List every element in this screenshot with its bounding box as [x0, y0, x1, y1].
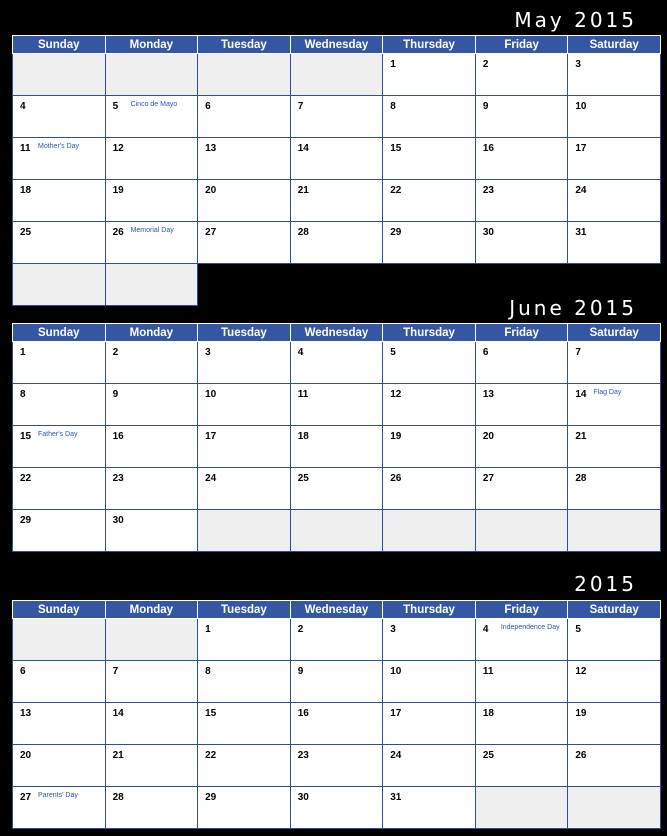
- day-cell: [105, 180, 198, 222]
- day-number: 8: [20, 389, 26, 400]
- day-number: 4: [20, 101, 26, 112]
- empty-day-cell: [198, 510, 291, 552]
- empty-day-cell: [198, 54, 291, 96]
- day-number: 31: [575, 227, 587, 238]
- day-cell: [105, 342, 198, 384]
- day-cell: [475, 384, 568, 426]
- holiday-label: Cinco de Mayo: [130, 101, 178, 108]
- empty-day-cell: [13, 54, 106, 96]
- day-number: 22: [205, 750, 217, 761]
- day-number: 17: [575, 143, 587, 154]
- day-cell: [383, 96, 476, 138]
- day-cell: [13, 468, 106, 510]
- week-row: [13, 384, 661, 426]
- day-cell: [475, 661, 568, 703]
- day-number: 17: [205, 431, 217, 442]
- day-cell: [383, 54, 476, 96]
- day-number: 29: [20, 515, 32, 526]
- day-number: 13: [205, 143, 217, 154]
- day-number: 7: [575, 347, 581, 358]
- day-number: 6: [20, 666, 26, 677]
- day-cell: [105, 703, 198, 745]
- day-cell: [383, 342, 476, 384]
- day-number: 27: [482, 473, 494, 484]
- day-number: 12: [112, 143, 124, 154]
- day-cell: [13, 222, 106, 264]
- blank-area: [290, 264, 383, 306]
- day-cell: [105, 787, 198, 829]
- day-cell: [105, 384, 198, 426]
- day-cell: [475, 138, 568, 180]
- empty-day-cell: [383, 510, 476, 552]
- day-number: 25: [482, 750, 494, 761]
- day-cell: [198, 180, 291, 222]
- day-cell: [290, 745, 383, 787]
- empty-day-cell: [568, 510, 661, 552]
- day-number: 3: [575, 59, 581, 70]
- day-number: 11: [482, 666, 494, 677]
- day-number: 11: [20, 143, 31, 154]
- day-cell: [105, 222, 198, 264]
- weekday-header: Tuesday: [198, 324, 291, 342]
- day-number: 1: [20, 347, 26, 358]
- day-number: 24: [390, 750, 402, 761]
- blank-area: [198, 264, 291, 306]
- week-row: [13, 787, 661, 829]
- day-number: 25: [297, 473, 309, 484]
- day-number: 23: [112, 473, 124, 484]
- day-number: 20: [482, 431, 494, 442]
- weekday-header: Monday: [105, 601, 198, 619]
- week-row: [13, 745, 661, 787]
- day-number: 5: [575, 624, 581, 635]
- day-number: 28: [575, 473, 587, 484]
- day-cell: [290, 384, 383, 426]
- holiday-label: Mother's Day: [38, 143, 80, 150]
- day-cell: [568, 703, 661, 745]
- day-number: 21: [112, 750, 124, 761]
- day-cell: [290, 96, 383, 138]
- day-number: 27: [20, 792, 32, 803]
- holiday-label: Flag Day: [593, 389, 622, 396]
- week-row: [13, 426, 661, 468]
- day-number: 9: [297, 666, 304, 677]
- weekday-header: Friday: [475, 324, 568, 342]
- day-cell: [13, 787, 106, 829]
- empty-day-cell: [290, 510, 383, 552]
- week-row: [13, 342, 661, 384]
- day-number: 18: [297, 431, 309, 442]
- day-cell: [290, 703, 383, 745]
- day-number: 16: [297, 708, 309, 719]
- day-cell: [13, 96, 106, 138]
- day-number: 13: [482, 389, 494, 400]
- day-number: 10: [575, 101, 587, 112]
- weekday-header: Friday: [475, 601, 568, 619]
- weekday-header: Wednesday: [290, 601, 383, 619]
- day-cell: [568, 661, 661, 703]
- day-cell: [568, 745, 661, 787]
- day-number: 3: [390, 624, 396, 635]
- day-number: 7: [297, 101, 304, 112]
- day-cell: [198, 96, 291, 138]
- day-number: 26: [112, 227, 124, 238]
- day-cell: [383, 703, 476, 745]
- day-cell: [475, 703, 568, 745]
- holiday-label: Independence Day: [500, 624, 560, 631]
- week-row: [13, 661, 661, 703]
- day-number: 10: [390, 666, 402, 677]
- week-row: [13, 510, 661, 552]
- day-cell: [290, 222, 383, 264]
- empty-day-cell: [475, 787, 568, 829]
- week-row: [13, 54, 661, 96]
- day-cell: [198, 384, 291, 426]
- day-cell: [13, 510, 106, 552]
- day-number: 20: [20, 750, 32, 761]
- day-cell: [13, 745, 106, 787]
- day-cell: [383, 661, 476, 703]
- day-number: 18: [20, 185, 32, 196]
- weekday-header-row: [13, 36, 661, 54]
- day-number: 1: [390, 59, 396, 70]
- day-number: 3: [205, 347, 211, 358]
- day-number: 21: [575, 431, 587, 442]
- day-cell: [198, 138, 291, 180]
- day-number: 2: [482, 59, 489, 70]
- day-number: 7: [112, 666, 119, 677]
- weekday-header-row: [13, 601, 661, 619]
- holiday-label: Father's Day: [38, 431, 78, 438]
- holiday-label: Parents' Day: [38, 792, 78, 799]
- day-number: 16: [112, 431, 124, 442]
- day-cell: [568, 468, 661, 510]
- weekday-header: Monday: [105, 36, 198, 54]
- day-number: 26: [390, 473, 402, 484]
- day-number: 6: [205, 101, 211, 112]
- day-cell: [290, 426, 383, 468]
- day-cell: [198, 703, 291, 745]
- day-number: 28: [297, 227, 309, 238]
- day-number: 10: [205, 389, 217, 400]
- day-cell: [105, 745, 198, 787]
- day-cell: [13, 703, 106, 745]
- day-cell: [198, 661, 291, 703]
- day-number: 30: [297, 792, 309, 803]
- day-cell: [568, 222, 661, 264]
- day-number: 9: [482, 101, 489, 112]
- day-number: 13: [20, 708, 32, 719]
- day-number: 29: [205, 792, 217, 803]
- day-cell: [475, 222, 568, 264]
- day-cell: [290, 787, 383, 829]
- day-cell: [475, 619, 568, 661]
- day-cell: [383, 222, 476, 264]
- day-cell: [13, 384, 106, 426]
- day-cell: [568, 138, 661, 180]
- weekday-header: Saturday: [568, 36, 661, 54]
- day-number: 14: [112, 708, 124, 719]
- day-cell: [383, 426, 476, 468]
- day-number: 19: [390, 431, 402, 442]
- weekday-header: Tuesday: [198, 601, 291, 619]
- day-cell: [568, 619, 661, 661]
- day-cell: [383, 468, 476, 510]
- week-row: [13, 96, 661, 138]
- empty-day-cell: [13, 619, 106, 661]
- empty-day-cell: [105, 54, 198, 96]
- weekday-header-row: [13, 324, 661, 342]
- day-cell: [198, 619, 291, 661]
- day-number: 14: [297, 143, 309, 154]
- day-cell: [383, 787, 476, 829]
- day-number: 18: [482, 708, 494, 719]
- day-cell: [475, 426, 568, 468]
- weekday-header: Wednesday: [290, 324, 383, 342]
- day-cell: [105, 468, 198, 510]
- day-number: 29: [390, 227, 402, 238]
- day-number: 30: [482, 227, 494, 238]
- day-cell: [105, 426, 198, 468]
- week-row: [13, 619, 661, 661]
- day-cell: [568, 342, 661, 384]
- day-cell: [475, 468, 568, 510]
- day-number: 22: [390, 185, 402, 196]
- day-cell: [475, 745, 568, 787]
- day-number: 19: [575, 708, 587, 719]
- weekday-header: Thursday: [383, 601, 476, 619]
- day-cell: [13, 180, 106, 222]
- week-row: [13, 468, 661, 510]
- day-number: 4: [297, 347, 304, 358]
- weekday-header: Sunday: [13, 36, 106, 54]
- day-cell: [568, 426, 661, 468]
- day-cell: [383, 138, 476, 180]
- month-title-july: 2015: [574, 572, 637, 596]
- day-number: 15: [390, 143, 402, 154]
- day-number: 23: [482, 185, 494, 196]
- day-cell: [475, 342, 568, 384]
- day-number: 27: [205, 227, 217, 238]
- empty-day-cell: [13, 264, 106, 306]
- day-cell: [383, 384, 476, 426]
- day-cell: [105, 138, 198, 180]
- day-cell: [290, 468, 383, 510]
- day-cell: [383, 619, 476, 661]
- blank-area: [383, 264, 476, 306]
- holiday-label: Memorial Day: [130, 227, 174, 234]
- week-row: [13, 180, 661, 222]
- day-number: 5: [390, 347, 396, 358]
- day-cell: [290, 138, 383, 180]
- month-title-june: June 2015: [509, 296, 637, 320]
- day-cell: [568, 54, 661, 96]
- day-cell: [198, 342, 291, 384]
- day-cell: [105, 96, 198, 138]
- day-number: 24: [575, 185, 587, 196]
- weekday-header: Tuesday: [198, 36, 291, 54]
- day-cell: [198, 426, 291, 468]
- day-cell: [383, 180, 476, 222]
- day-cell: [198, 787, 291, 829]
- weekday-header: Thursday: [383, 36, 476, 54]
- week-row: [13, 222, 661, 264]
- day-number: 4: [482, 624, 489, 635]
- day-number: 24: [205, 473, 217, 484]
- day-number: 15: [20, 431, 32, 442]
- week-row: [13, 703, 661, 745]
- day-number: 9: [112, 389, 119, 400]
- day-number: 25: [20, 227, 32, 238]
- day-cell: [290, 342, 383, 384]
- empty-day-cell: [290, 54, 383, 96]
- calendar-may: [12, 35, 661, 306]
- day-number: 19: [112, 185, 124, 196]
- day-cell: [198, 468, 291, 510]
- day-cell: [105, 661, 198, 703]
- day-number: 28: [112, 792, 124, 803]
- day-cell: [105, 510, 198, 552]
- calendar-july: [12, 600, 661, 829]
- day-cell: [475, 96, 568, 138]
- day-cell: [475, 54, 568, 96]
- empty-day-cell: [105, 619, 198, 661]
- month-title-may: May 2015: [514, 8, 637, 32]
- day-number: 12: [390, 389, 402, 400]
- day-number: 2: [112, 347, 119, 358]
- day-number: 8: [205, 666, 211, 677]
- weekday-header: Saturday: [568, 601, 661, 619]
- weekday-header: Saturday: [568, 324, 661, 342]
- weekday-header: Sunday: [13, 324, 106, 342]
- day-number: 5: [112, 101, 119, 112]
- day-cell: [198, 222, 291, 264]
- day-cell: [290, 619, 383, 661]
- day-number: 31: [390, 792, 402, 803]
- day-number: 12: [575, 666, 587, 677]
- day-cell: [475, 180, 568, 222]
- weekday-header: Monday: [105, 324, 198, 342]
- day-cell: [383, 745, 476, 787]
- day-number: 6: [482, 347, 489, 358]
- day-number: 1: [205, 624, 211, 635]
- day-cell: [13, 426, 106, 468]
- day-number: 2: [297, 624, 304, 635]
- day-cell: [290, 180, 383, 222]
- day-number: 15: [205, 708, 217, 719]
- day-cell: [568, 180, 661, 222]
- day-cell: [13, 342, 106, 384]
- week-row: [13, 138, 661, 180]
- day-number: 23: [297, 750, 309, 761]
- day-cell: [198, 745, 291, 787]
- day-number: 16: [482, 143, 494, 154]
- day-number: 21: [297, 185, 309, 196]
- day-cell: [13, 138, 106, 180]
- calendar-june: [12, 323, 661, 552]
- day-number: 17: [390, 708, 402, 719]
- empty-day-cell: [475, 510, 568, 552]
- weekday-header: Wednesday: [290, 36, 383, 54]
- day-number: 30: [112, 515, 124, 526]
- weekday-header: Sunday: [13, 601, 106, 619]
- day-cell: [568, 384, 661, 426]
- day-number: 22: [20, 473, 32, 484]
- day-number: 20: [205, 185, 217, 196]
- day-number: 26: [575, 750, 587, 761]
- day-number: 8: [390, 101, 396, 112]
- day-number: 11: [297, 389, 309, 400]
- day-cell: [290, 661, 383, 703]
- weekday-header: Thursday: [383, 324, 476, 342]
- empty-day-cell: [568, 787, 661, 829]
- day-cell: [13, 661, 106, 703]
- day-number: 14: [575, 389, 587, 400]
- empty-day-cell: [105, 264, 198, 306]
- weekday-header: Friday: [475, 36, 568, 54]
- day-cell: [568, 96, 661, 138]
